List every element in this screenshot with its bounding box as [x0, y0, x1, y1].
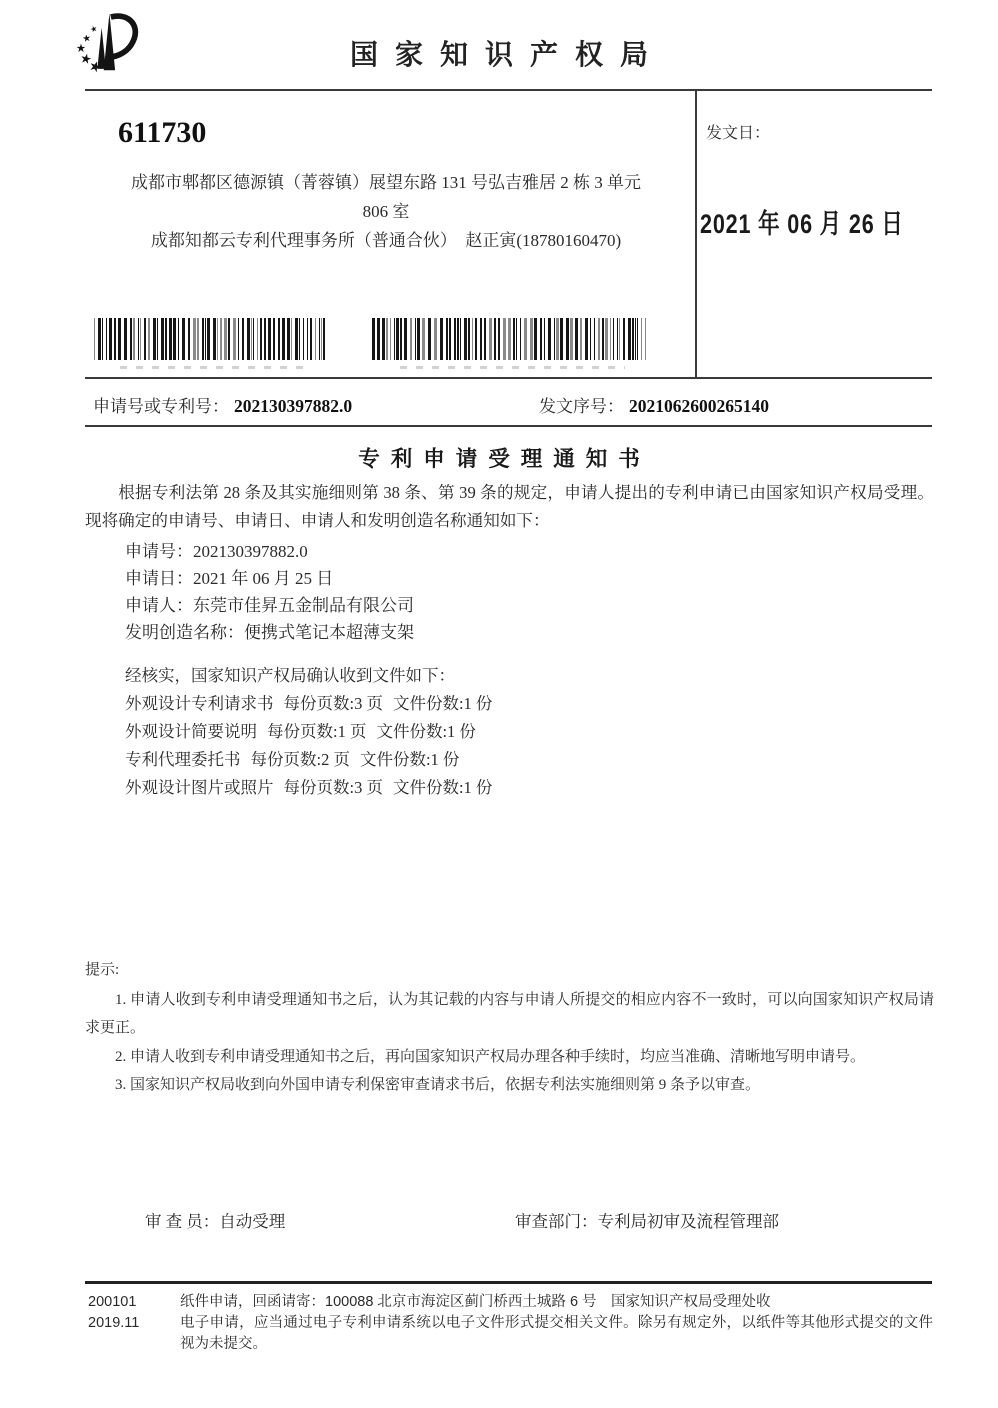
- file-pages: 每份页数:2 页: [250, 750, 350, 769]
- header-divider: [85, 89, 932, 91]
- field-label: 申请号：: [125, 542, 193, 561]
- agent-line: 成都知都云专利代理事务所（普通合伙） 赵正寅(18780160470): [150, 231, 622, 250]
- tips-heading: 提示:: [85, 962, 120, 978]
- recipient-address-block: [95, 168, 677, 255]
- file-copies: 文件份数:1 份: [392, 694, 493, 713]
- form-code-block: [88, 1292, 139, 1334]
- file-pages: 每份页数:3 页: [283, 694, 383, 713]
- issue-date-label: 发文日：: [706, 125, 771, 142]
- barcode-left-icon: [94, 318, 327, 360]
- examiner-value: 自动受理: [219, 1212, 286, 1231]
- address-line-2: 806 室: [362, 202, 410, 221]
- file-name: 专利代理委托书: [125, 750, 241, 769]
- file-name: 外观设计专利请求书: [125, 694, 274, 713]
- tips-section: [85, 956, 934, 1100]
- received-file-row: [125, 746, 492, 774]
- serial-number-group: [539, 392, 769, 417]
- form-version: 2019.11: [88, 1315, 140, 1331]
- postal-code: 611730: [118, 116, 207, 149]
- serial-number-label: 发文序号：: [539, 397, 624, 416]
- field-label: 申请日：: [125, 569, 193, 588]
- file-copies: 文件份数:1 份: [359, 750, 460, 769]
- file-copies: 文件份数:1 份: [392, 778, 493, 797]
- field-row-application-number: [125, 538, 414, 565]
- field-value: 2021 年 06 月 25 日: [193, 569, 334, 588]
- received-file-row: [125, 774, 492, 802]
- field-value: 202130397882.0: [193, 542, 308, 561]
- field-row-applicant: [125, 592, 414, 619]
- notice-intro-paragraph: 根据专利法第 28 条及其实施细则第 38 条、第 39 条的规定，申请人提出的专利申请已由国家知识产权局受理。现将确定的申请号、申请日、申请人和发明创造名称通知如下：: [85, 483, 934, 530]
- tip-item-2: 2. 申请人收到专利申请受理通知书之后，再向国家知识产权局办理各种手续时，均应当准确、清晰地写明申请号。: [115, 1048, 866, 1065]
- footer-notes-block: [180, 1292, 933, 1355]
- received-files-intro: 经核实，国家知识产权局确认收到文件如下：: [125, 666, 455, 685]
- recipient-box-bottom-divider: [85, 377, 932, 379]
- address-line-1: 成都市郫都区德源镇（菁蓉镇）展望东路 131 号弘吉雅居 2 栋 3 单元: [131, 173, 641, 192]
- department-value: 专利局初审及流程管理部: [597, 1212, 779, 1231]
- barcode-right-icon: [372, 318, 649, 360]
- examiner-group: [145, 1208, 285, 1232]
- file-copies: 文件份数:1 份: [376, 722, 476, 741]
- field-label: 发明创造名称：: [125, 623, 244, 642]
- recipient-box-vertical-divider: [695, 89, 697, 379]
- tip-item-3: 3. 国家知识产权局收到向外国申请专利保密审查请求书后，依据专利法实施细则第 9 条予以审查。: [115, 1077, 761, 1093]
- department-label: 审查部门：: [515, 1212, 598, 1231]
- department-group: [515, 1208, 779, 1232]
- file-name: 外观设计简要说明: [125, 722, 257, 741]
- received-files-list: [125, 662, 492, 802]
- application-fields-list: [125, 538, 414, 646]
- barcode-left-caption: [120, 366, 305, 369]
- tip-item-1: 1. 申请人收到专利申请受理通知书之后，认为其记载的内容与申请人所提交的相应内容不一致时，可以向国家知识产权局请求更正。: [85, 991, 934, 1036]
- received-file-row: [125, 690, 492, 718]
- footer-divider: [85, 1281, 932, 1284]
- field-label: 申请人：: [125, 596, 193, 615]
- field-value: 东莞市佳昇五金制品有限公司: [193, 596, 414, 615]
- field-row-filing-date: [125, 565, 414, 592]
- field-row-invention-title: [125, 619, 414, 646]
- application-number-value: 202130397882.0: [234, 396, 353, 416]
- field-value: 便携式笔记本超薄支架: [244, 623, 414, 642]
- application-number-group: [93, 392, 352, 417]
- footer-paper-note: 纸件申请，回函请寄：100088 北京市海淀区蓟门桥西土城路 6 号 国家知识产权局受理处收: [180, 1294, 771, 1310]
- barcode-right-caption: [400, 366, 625, 369]
- issue-date-value: 2021 年 06 月 26 日: [700, 209, 904, 239]
- notice-title: 专利申请受理通知书: [358, 447, 651, 471]
- examiner-label: 审 查 员：: [145, 1212, 220, 1231]
- footer-electronic-note: 电子申请，应当通过电子专利申请系统以电子文件形式提交相关文件。除另有规定外，以纸件等其他形式提交的文件视为未提交。: [180, 1315, 933, 1352]
- number-row-bottom-divider: [85, 425, 932, 427]
- received-file-row: [125, 718, 492, 746]
- form-code: 200101: [88, 1294, 137, 1310]
- file-pages: 每份页数:3 页: [283, 778, 383, 797]
- serial-number-value: 2021062600265140: [629, 396, 769, 416]
- file-pages: 每份页数:1 页: [267, 722, 367, 741]
- agency-name: 国家知识产权局: [349, 39, 665, 70]
- file-name: 外观设计图片或照片: [125, 778, 274, 797]
- application-number-label: 申请号或专利号：: [93, 397, 229, 416]
